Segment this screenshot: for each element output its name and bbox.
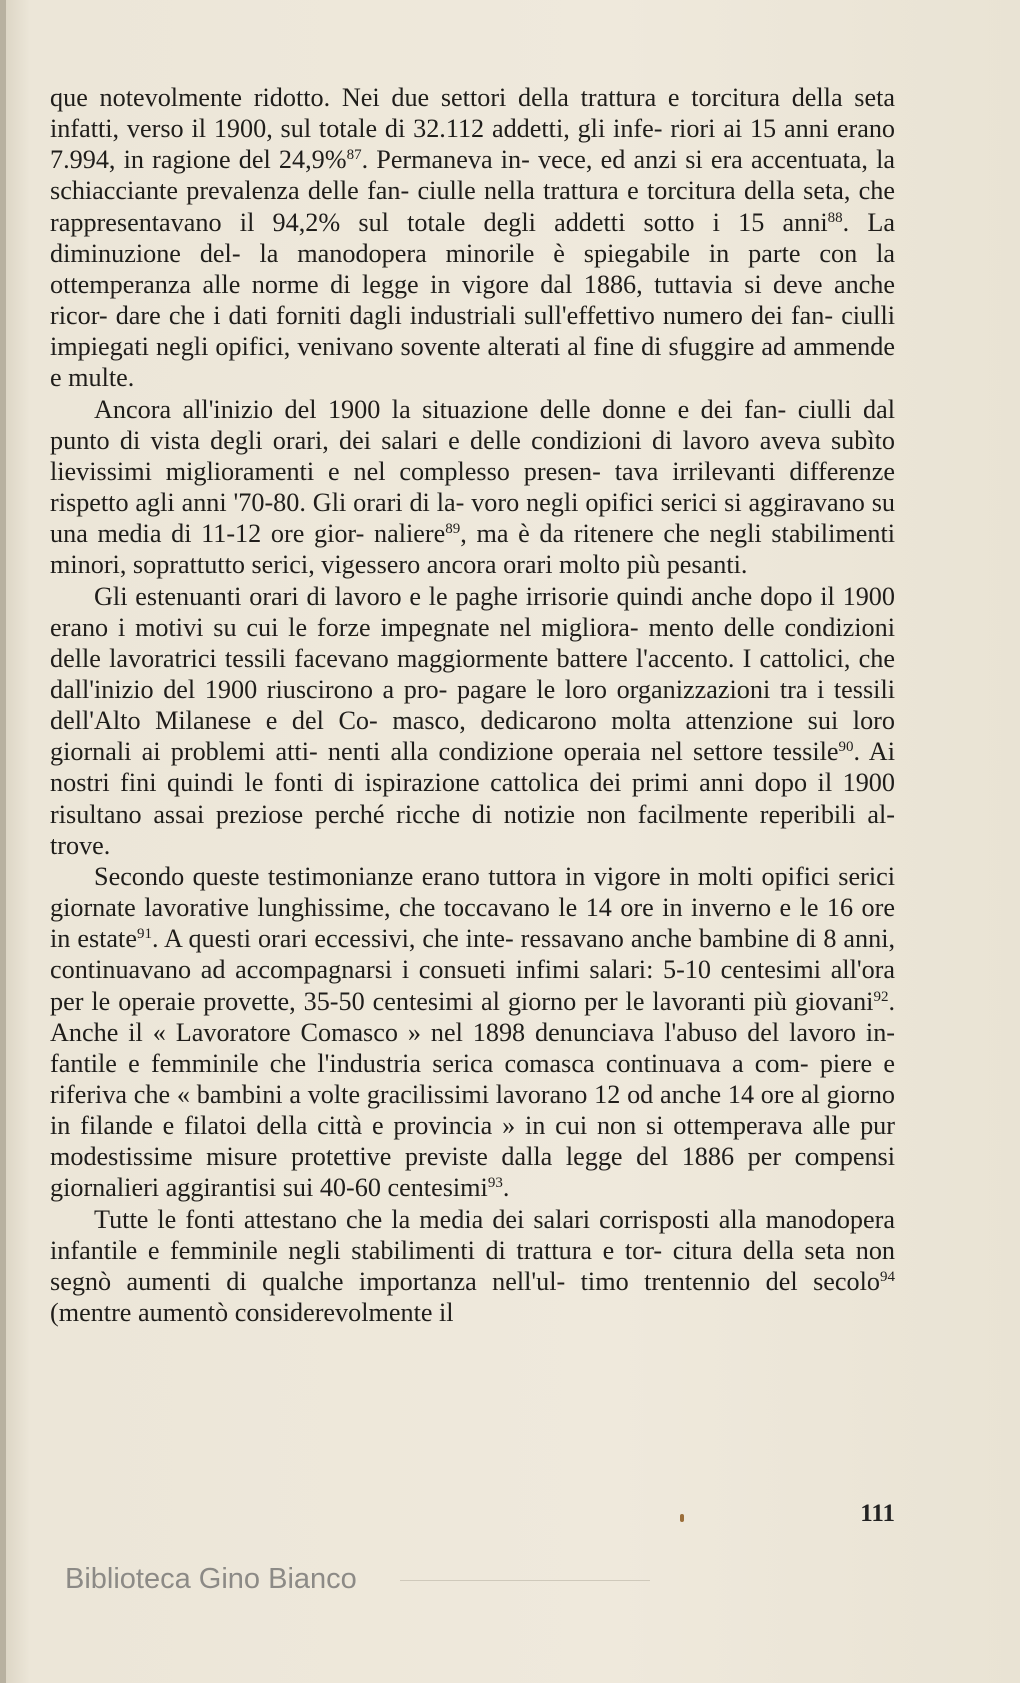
page-edge-shadow: [0, 0, 6, 1683]
footnote-ref-92: 92: [873, 988, 889, 1005]
paragraph-2: Ancora all'inizio del 1900 la situazione delle donne e dei fan- ciulli dal punto di vista degli orari, dei salari e delle condizioni di lavoro aveva subìto lievissimi miglioramenti e nel complesso presen- tava irrilevanti differenze rispetto agli anni '70-80. Gli orari di la- voro negli opifici serici si aggiravano su una media di 11-12 ore gior- naliere$^{89}$, ma è da ritenere che negli stabilimenti minori, soprattutto serici, vigessero ancora orari molto più pesanti.: [50, 394, 896, 580]
paragraph-4: Secondo queste testimonianze erano tuttora in vigore in molti opifici serici giornate lavorative lunghissime, che toccavano le 14 ore in inverno e le 16 ore in estate$^{91}$. A questi orari eccessivi, che inte- ressavano anche bambine di 8 anni, continuavano ad accompagnarsi i consueti infimi salari: 5-10 centesimi all'ora per le operaie provette, 35-50 centesimi al giorno per le lavoranti più giovani$^{92}$. Anche il « Lavoratore Comasco » nel 1898 denunciava l'abuso del lavoro in- fantile e femminile che l'industria serica comasca continuava a com- piere e riferiva che « bambini a volte gracilissimi lavorano 12 od anche 14 ore al giorno in filande e filatoi della città e provincia » in cui non si ottemperava alle pur modestissime misure protettive previste dalla legge del 1886 per compensi giornalieri aggirantisi sui 40-60 centesimi$^{93}$.: [50, 861, 896, 1203]
library-watermark: Biblioteca Gino Bianco: [65, 1563, 357, 1595]
paragraph-3: Gli estenuanti orari di lavoro e le paghe irrisorie quindi anche dopo il 1900 erano i motivi su cui le forze impegnate nel migliora- mento delle condizioni delle lavoratrici tessili facevano maggiormente battere l'accento. I cattolici, che dall'inizio del 1900 riuscirono a pro- pagare le loro organizzazioni tra i tessili dell'Alto Milanese e del Co- masco, dedicarono molta attenzione sui loro giornali ai problemi atti- nenti alla condizione operaia nel settore tessile$^{90}$. Ai nostri fini quindi le fonti di ispirazione cattolica dei primi anni dopo il 1900 risultano assai preziose perché ricche di notizie non facilmente reperibili al- trove.: [50, 581, 896, 860]
footnote-ref-93: 93: [487, 1175, 503, 1192]
footnote-ref-88: 88: [827, 209, 843, 226]
body-text: [50, 82, 895, 1328]
footnote-ref-89: 89: [445, 521, 461, 538]
paragraph-5: Tutte le fonti attestano che la media dei salari corrisposti alla manodopera infantile e femminile negli stabilimenti di trattura e tor- citura della seta non segnò aumenti di qualche importanza nell'ul- timo trentennio del secolo$^{94}$ (mentre aumentò considerevolmente il: [50, 1204, 896, 1328]
footnote-ref-90: 90: [838, 739, 854, 756]
page-number: 111: [860, 1500, 895, 1527]
paragraph-1: que notevolmente ridotto. Nei due settori della trattura e torcitura della seta infatti, verso il 1900, sul totale di 32.112 addetti, gli infe- riori ai 15 anni erano 7.994, in ragione del 24,9%$^{87}$. Permaneva in- vece, ed anzi si era accentuata, la schiacciante prevalenza delle fan- ciulle nella trattura e torcitura della seta, che rappresentavano il 94,2% sul totale degli addetti sotto i 15 anni$^{88}$. La diminuzione del- la manodopera minorile è spiegabile in parte con la ottemperanza alle norme di legge in vigore dal 1886, tuttavia si deve anche ricor- dare che i dati forniti dagli industriali sull'effettivo numero dei fan- ciulli impiegati negli opifici, venivano sovente alterati al fine di sfuggire ad ammende e multe.: [50, 83, 896, 393]
watermark-rule: [400, 1580, 650, 1581]
print-speck: [680, 1514, 684, 1522]
footnote-ref-87: 87: [346, 147, 362, 164]
footnote-ref-94: 94: [880, 1268, 895, 1285]
footnote-ref-91: 91: [136, 926, 152, 943]
